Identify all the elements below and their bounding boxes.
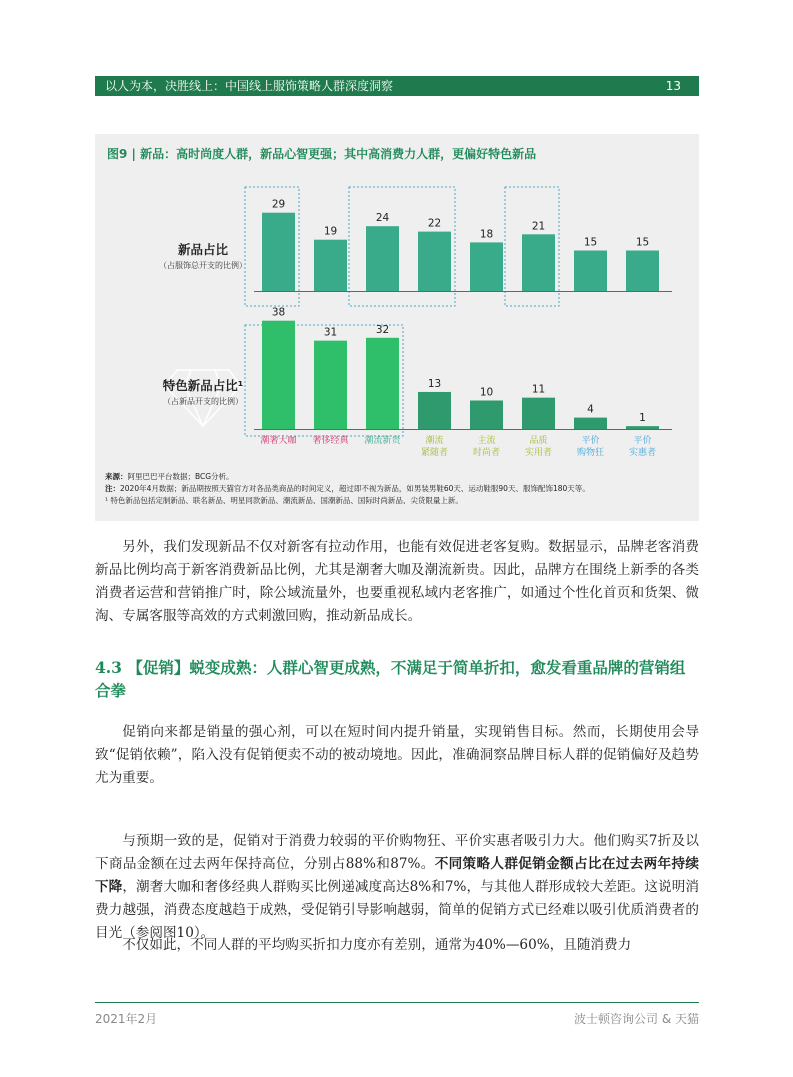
bar	[470, 242, 503, 291]
bar	[314, 341, 347, 429]
data-label: 10	[479, 386, 494, 399]
data-label: 15	[583, 236, 598, 249]
data-label: 15	[635, 236, 650, 249]
bar	[574, 418, 607, 429]
bar	[418, 232, 451, 291]
category-label: 实惠者	[628, 448, 657, 458]
figure-notes	[105, 471, 695, 507]
bar	[366, 226, 399, 291]
data-label: 11	[531, 383, 546, 396]
data-label: 31	[323, 326, 338, 339]
data-label: 21	[531, 220, 546, 233]
category-label: 实用者	[524, 448, 553, 458]
category-label: 紧随者	[420, 448, 449, 458]
category-label: 平价	[581, 436, 600, 446]
bar	[262, 321, 295, 429]
bar	[522, 398, 555, 429]
source-note: 来源：阿里巴巴平台数据；BCG分析。	[105, 472, 234, 481]
data-label: 24	[375, 212, 390, 225]
data-label: 1	[639, 412, 646, 425]
header-bar	[95, 76, 699, 96]
chart-subtitle: （占新品开支的比例）	[163, 397, 243, 406]
paragraph-promotion-analysis: 与预期一致的是，促销对于消费力较弱的平价购物狂、平价实惠者吸引力大。他们购买7折及以下商品金额在过去两年保持高位，分别占88%和87%。不同策略人群促销金额占比在过去两年持续下降，潮奢大咖和奢侈经典人群购买比例递减度高达8%和7%，与其他人群形成较大差距。这说明消费力越强，消费态度越趋于成熟，受促销引导影响越弱，简单的促销方式已经难以吸引优质消费者的目光（参阅图10）。	[95, 833, 700, 941]
data-label: 19	[323, 225, 338, 238]
data-label: 22	[427, 217, 442, 230]
bar	[314, 240, 347, 291]
bar	[366, 338, 399, 429]
bar	[626, 426, 659, 429]
category-label: 品质	[529, 436, 548, 446]
footer-divider	[95, 1002, 699, 1003]
chart-title: 特色新品占比¹	[162, 378, 244, 393]
category-label: 时尚者	[472, 448, 501, 458]
report-title: 以人为本，决胜线上：中国线上服饰策略人群深度洞察	[105, 79, 394, 93]
category-label: 潮奢大咖	[260, 436, 297, 446]
footer-date: 2021年2月	[95, 1012, 158, 1026]
category-label: 潮流新贵	[364, 436, 401, 446]
paragraph-promotion-intro: 促销向来都是销量的强心剂，可以在短时间内提升销量，实现销售目标。然而，长期使用会导致“促销依赖”，陷入没有促销便卖不动的被动境地。因此，准确洞察品牌目标人群的促销偏好及趋势尤为重要。	[95, 724, 699, 786]
figure-panel	[95, 134, 699, 521]
bar	[262, 213, 295, 291]
data-label: 29	[271, 198, 286, 211]
data-label: 13	[427, 377, 442, 390]
category-label: 潮流	[425, 436, 444, 446]
category-label: 平价	[633, 436, 652, 446]
paragraph-discount: 不仅如此，不同人群的平均购买折扣力度亦有差别，通常为40%—60%，且随消费力	[122, 937, 632, 953]
chart-subtitle: （占服饰总开支的比例）	[159, 261, 247, 270]
bar	[522, 234, 555, 291]
figure-chart	[95, 134, 699, 469]
bar	[626, 251, 659, 292]
bar	[574, 251, 607, 292]
data-label: 18	[479, 228, 494, 241]
figure-title: 图9 | 新品：高时尚度人群，新品心智更强；其中高消费力人群，更偏好特色新品	[107, 147, 537, 161]
chart-title: 新品占比	[177, 242, 229, 257]
bar	[470, 401, 503, 430]
data-label: 4	[587, 403, 594, 416]
page-number: 13	[665, 79, 681, 93]
paragraph-new-products: 另外，我们发现新品不仅对新客有拉动作用，也能有效促进老客复购。数据显示，品牌老客消费新品比例均高于新客消费新品比例，尤其是潮奢大咖及潮流新贵。因此，品牌方在围绕上新季的各类消费者运营和营销推广时，除公域流量外，也要重视私域内老客推广，如通过个性化首页和货架、微淘、专属客服等高效的方式刺激回购，推动新品成长。	[95, 539, 699, 624]
bold-highlight: 不同策略人群促销金额占比在过去两年持续下降	[95, 856, 700, 895]
footer-org: 波士顿咨询公司 & 天猫	[574, 1012, 699, 1026]
category-label: 奢侈经典	[312, 436, 349, 446]
footnote: ¹ 特色新品包括定制新品、联名新品、明星同款新品、潮流新品、国潮新品、国际时尚新品、尖货限量上新。	[105, 496, 463, 505]
definition-note: 注：2020年4月数据；新品期按照天猫官方对各品类商品的时间定义，超过即不视为新品，如男装男鞋60天、运动鞋服90天、服饰配饰180天等。	[105, 484, 590, 493]
category-label: 主流	[477, 436, 496, 446]
data-label: 38	[271, 306, 286, 319]
bar	[418, 392, 451, 429]
section-heading: 4.3 【促销】蜕变成熟：人群心智更成熟，不满足于简单折扣，愈发看重品牌的营销组合拳	[95, 658, 686, 700]
data-label: 32	[375, 323, 390, 336]
category-label: 购物狂	[576, 448, 605, 458]
